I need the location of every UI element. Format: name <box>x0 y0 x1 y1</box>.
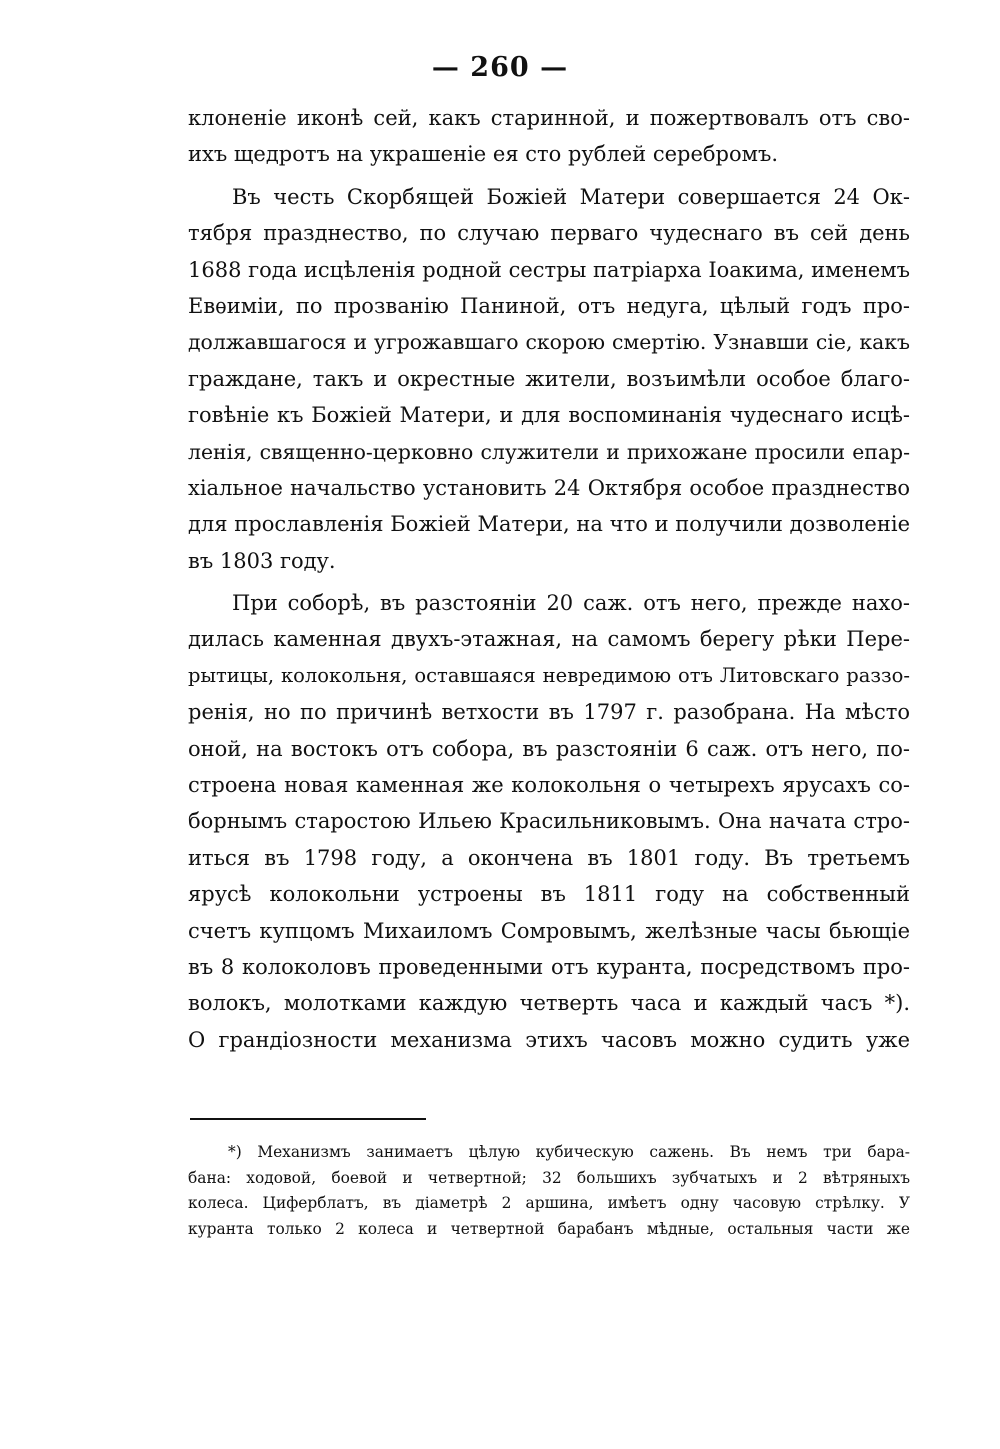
text-line: должавшагося и угрожавшаго скорою смертію. Узнавши сіе, какъ <box>188 330 910 355</box>
main-text <box>188 100 910 1058</box>
footnote-line: бана: ходовой, боевой и четвертной; 32 большихъ зубчатыхъ и 2 вѣтряныхъ <box>188 1168 910 1187</box>
text-line: хіальное начальство установить 24 Октября особое празднество <box>188 475 910 500</box>
text-line: При соборѣ, въ разстояніи 20 саж. отъ него, прежде нахо- <box>232 591 910 616</box>
text-line: волокъ, молотками каждую четверть часа и каждый часъ *). <box>188 991 910 1016</box>
text-line: дилась каменная двухъ-этажная, на самомъ берегу рѣки Пере- <box>188 627 910 652</box>
text-line: Въ честь Скорбящей Божіей Матери совершается 24 Ок- <box>232 184 910 209</box>
footnote-separator <box>190 1118 426 1120</box>
text-line: говѣніе къ Божіей Матери, и для воспоминанія чудеснаго исцѣ- <box>188 403 910 428</box>
text-line: О грандіозности механизма этихъ часовъ можно судить уже <box>188 1027 910 1052</box>
text-line: тября празднество, по случаю перваго чудеснаго въ сей день <box>188 221 910 246</box>
text-line: иться въ 1798 году, а окончена въ 1801 году. Въ третьемъ <box>188 845 910 870</box>
text-line: рытицы, колокольня, оставшаяся невредимою отъ Литовскаго раззо- <box>188 663 910 687</box>
text-line: въ 8 колоколовъ проведенными отъ куранта, посредствомъ про- <box>188 954 910 979</box>
text-line: 1688 года исцѣленія родной сестры патріарха Іоакима, именемъ <box>188 257 910 282</box>
footnote <box>188 1140 910 1242</box>
text-line: оной, на востокъ отъ собора, въ разстояніи 6 саж. отъ него, по- <box>188 736 910 761</box>
page-number: — 260 — <box>431 52 569 83</box>
text-line: строена новая каменная же колокольня о четырехъ ярусахъ со- <box>188 773 910 798</box>
text-line: Евѳиміи, по прозванію Паниной, отъ недуга, цѣлый годъ про- <box>188 293 910 318</box>
text-line: ленія, священно-церковно служители и прихожане просили епар- <box>188 439 910 464</box>
text-line: ихъ щедротъ на украшеніе ея сто рублей серебромъ. <box>188 142 778 167</box>
footnote-line: *) Механизмъ занимаетъ цѣлую кубическую сажень. Въ немъ три бара- <box>228 1143 910 1161</box>
text-line: въ 1803 году. <box>188 548 336 573</box>
text-line: граждане, такъ и окрестные жители, возъимѣли особое благо- <box>188 366 910 391</box>
text-line: ярусѣ колокольни устроены въ 1811 году на собственный <box>188 882 910 907</box>
text-line: ренія, но по причинѣ ветхости въ 1797 г. разобрана. На мѣсто <box>188 700 910 725</box>
text-line: клоненіе иконѣ сей, какъ старинной, и пожертвовалъ отъ сво- <box>188 106 910 130</box>
text-line: для прославленія Божіей Матери, на что и получили дозволеніе <box>188 512 910 537</box>
text-line: борнымъ старостою Ильею Красильниковымъ. Она начата стро- <box>188 809 910 834</box>
text-line: счетъ купцомъ Михаиломъ Сомровымъ, желѣзные часы бьющіе <box>188 918 910 943</box>
footnote-line: куранта только 2 колеса и четвертной барабанъ мѣдные, остальныя части же <box>188 1219 910 1238</box>
footnote-line: колеса. Циферблатъ, въ діаметрѣ 2 аршина, имѣетъ одну часовую стрѣлку. У <box>188 1194 910 1212</box>
